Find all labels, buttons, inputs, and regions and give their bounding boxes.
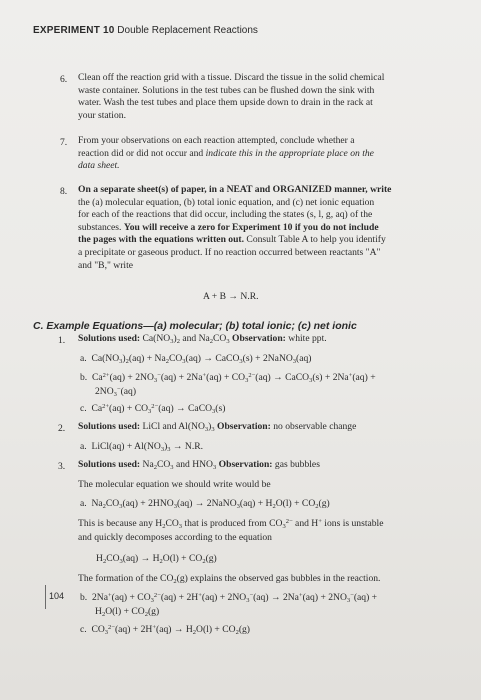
text-line: reaction did or did not occur and indicate this in the appropriate place on the <box>78 147 374 159</box>
page-number: 104 <box>49 591 65 601</box>
page-header <box>33 25 258 36</box>
example-3-solutions: Solutions used: $Na_2CO_3$ and $HNO_3$ Observation: gas bubbles <box>78 459 320 471</box>
no-reaction-equation: A + B → N.R. <box>203 291 259 302</box>
example-3b-equation: b. $2Na^+(aq) + CO_3^{2-}(aq) + 2H^+(aq) + 2NO_3^-(aq) \to 2Na^+(aq) + 2NO_3^-(aq)$ + $H_2O(l) + CO_2(g)$ <box>80 592 378 618</box>
experiment-label: EXPERIMENT 10 <box>33 25 115 36</box>
step-6-number: 6. <box>60 74 68 85</box>
solutions-label: Solutions used: <box>78 333 141 344</box>
example-1c-equation: c. $Ca^{2+}(aq) + CO_3^{2-}(aq)$ → CaCO$_3$(s) <box>80 403 226 415</box>
text-line: water. Wash the test tubes and place them upside down to drain in the rack at <box>78 97 373 109</box>
step-8-text <box>78 184 391 272</box>
example-3-number: 3. <box>58 461 66 472</box>
example-2-solutions: Solutions used: LiCl and $Al(NO_3)_3$ Observation: no observable change <box>78 421 357 433</box>
text-line: the (a) molecular equation, (b) total ionic equation, and (c) net ionic equation <box>78 196 375 208</box>
text-line: for each of the reactions that did occur, including the states (s, l, g, aq) of the <box>78 209 373 221</box>
example-2-number: 2. <box>58 423 66 434</box>
observation-label: Observation: <box>217 421 271 432</box>
text-line: your station. <box>78 109 126 121</box>
step-6-text <box>78 72 384 122</box>
observation-value: no observable change <box>273 421 357 432</box>
note-text: This is because any H <box>78 518 163 529</box>
solutions-label: Solutions used: <box>78 421 141 432</box>
text-line: the pages with the equations written out. Consult Table A to help you identify <box>78 234 386 246</box>
text-line: data sheet. <box>78 160 120 172</box>
example-3-explanation: This is because any $H_2CO_3$ that is produced from $CO_3^{2-}$ and H+ ions is unstable and quickly decomposes according to the equation <box>78 518 384 543</box>
step-7-text <box>78 135 374 173</box>
step-8-number: 8. <box>60 186 68 197</box>
text-line: a precipitate or gaseous product. If no reaction occurred between reactants "A" <box>78 246 381 258</box>
step-7-number: 7. <box>60 137 68 148</box>
section-title: C. Example Equations—(a) molecular; (b) total ionic; (c) net ionic <box>33 320 357 332</box>
example-3-intro: The molecular equation we should write would be <box>78 479 271 490</box>
page-number-divider <box>45 585 46 609</box>
example-3a-equation: a. $Na_2CO_3(aq) + 2HNO_3(aq)$ → 2NaNO$_3$(aq) + $H_2O(l) + CO_2(g)$ <box>80 498 330 510</box>
observation-label: Observation: <box>218 459 273 470</box>
example-3-formation: The formation of the $CO_2(g)$ explains the observed gas bubbles in the reaction. <box>78 573 381 585</box>
observation-value: gas bubbles <box>274 459 320 470</box>
example-1b-equation: b. $Ca^{2+}(aq) + 2NO_3^-(aq) + 2Na^+(aq) + CO_3^{2-}(aq)$ → CaCO$_3$(s) + 2Na+(aq) + $2NO_3^-(aq)$ <box>80 372 376 398</box>
example-2a-equation: a. LiCl(aq) + $Al(NO_3)_3 \to N.R$. <box>80 441 204 453</box>
note-text: and quickly decomposes according to the equation <box>78 531 272 543</box>
text-line: Clean off the reaction grid with a tissue. Discard the tissue in the solid chemical <box>78 72 385 83</box>
text-line: and "B," write <box>78 259 133 271</box>
text-line: On a separate sheet(s) of paper, in a NEAT and ORGANIZED manner, write <box>78 184 392 195</box>
observation-value: white ppt. <box>288 333 327 344</box>
observation-label: Observation: <box>232 333 286 344</box>
formation-text: The formation of the CO <box>78 573 174 584</box>
text-line: waste container. Solutions in the test tubes can be flushed down the sink with <box>78 84 375 96</box>
example-1-number: 1. <box>58 335 66 346</box>
decomposition-equation: $H_2CO_3(aq) \to H_2O(l) + CO_2(g)$ <box>96 553 217 565</box>
text-line: substances. You will receive a zero for Experiment 10 if you do not include <box>78 221 379 233</box>
example-1a-equation: a. $Ca(NO_3)_2(aq) + Na_2CO_3(aq)$ → CaCO$_3$(s) + 2NaNO$_3$(aq) <box>80 353 312 365</box>
experiment-title: Double Replacement Reactions <box>117 25 258 36</box>
text-line: From your observations on each reaction attempted, conclude whether a <box>78 135 355 146</box>
solutions-label: Solutions used: <box>78 459 141 470</box>
example-3c-equation: c. $CO_3^{2-}(aq) + 2H^+(aq) \to H_2O(l) + CO_2(g)$ <box>80 624 250 636</box>
example-1-solutions: Solutions used: $Ca(NO_3)_2$ and $Na_2CO_3$ Observation: white ppt. <box>78 333 327 345</box>
